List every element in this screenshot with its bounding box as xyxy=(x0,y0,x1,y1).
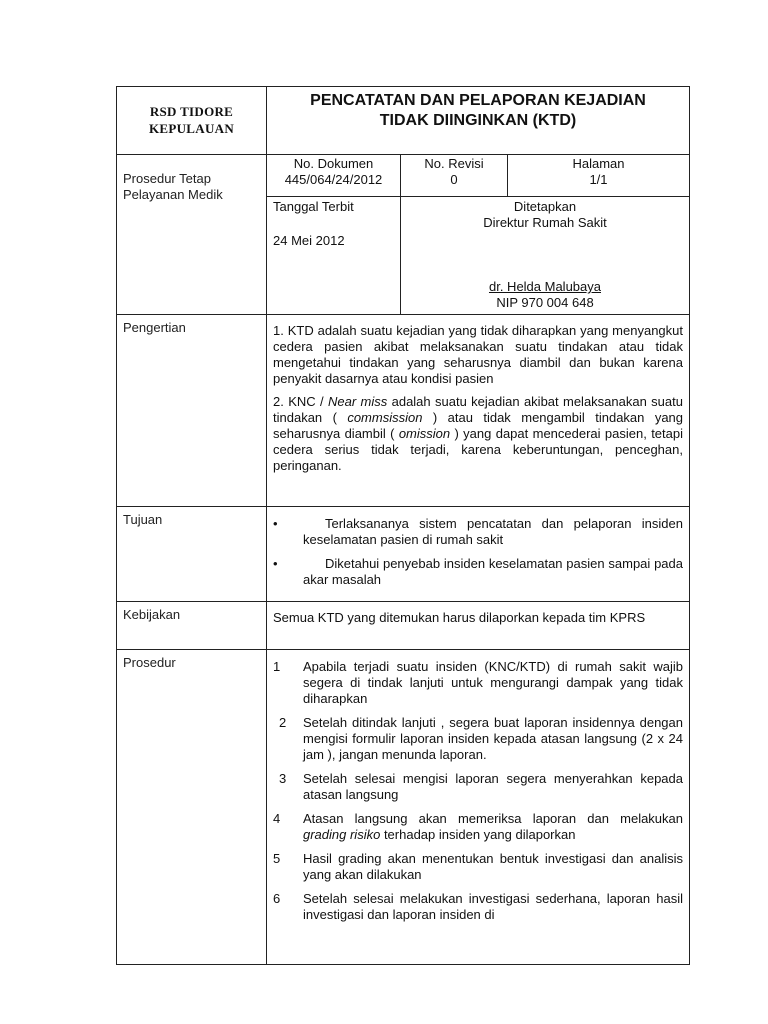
list-item: • Diketahui penyebab insiden keselamatan pasien sampai pada akar masalah xyxy=(273,556,683,587)
procedure-steps xyxy=(273,659,683,923)
section-kebijakan xyxy=(117,602,690,650)
objectives-list xyxy=(273,516,683,588)
revision-label: No. Revisi xyxy=(424,156,484,171)
section-label-pengertian: Pengertian xyxy=(117,315,267,507)
document-title-line1: PENCATATAN DAN PELAPORAN KEJADIAN xyxy=(310,92,646,109)
sop-table xyxy=(116,86,690,965)
issue-date-value: 24 Mei 2012 xyxy=(273,233,345,248)
procedure-step-6: 6 Setelah selesai melakukan investigasi sederhana, laporan hasil investigasi dan laporan insiden di xyxy=(273,891,683,922)
section-prosedur xyxy=(117,650,690,965)
approval-authority: Direktur Rumah Sakit xyxy=(483,215,607,230)
org-name-line1: RSD TIDORE xyxy=(149,104,234,119)
section-content-kebijakan xyxy=(267,602,690,650)
procedure-step-2: 2 Setelah ditindak lanjuti , segera buat laporan insidennya dengan mengisi formulir laporan insiden kepada atasan langsung (2 x 24 jam ), jangan menunda laporan. xyxy=(279,715,683,762)
definition-knc: 2. KNC / Near miss adalah suatu kejadian akibat melaksanakan suatu tindakan ( commsission ) atau tidak mengambil tindakan yang seharusnya diambil ( omission ) yang dapat mencederai pasien, tetapi cedera serius tidak terjadi, karena keberuntungan, penceghan, peringanan. xyxy=(273,394,684,473)
procedure-step-5: 5 Hasil grading akan menentukan bentuk investigasi dan analisis yang akan dilakukan xyxy=(273,851,683,882)
section-label-kebijakan: Kebijakan xyxy=(117,602,267,650)
section-label-tujuan: Tujuan xyxy=(117,507,267,602)
section-content-tujuan xyxy=(267,507,690,602)
procedure-step-4: 4 Atasan langsung akan memeriksa laporan dan melakukan grading risiko terhadap insiden yang dilaporkan xyxy=(273,811,683,842)
issue-date-cell xyxy=(267,197,401,315)
section-content-prosedur xyxy=(267,650,690,965)
section-content-pengertian xyxy=(267,315,690,507)
org-name-line2: KEPULAUAN xyxy=(148,121,235,136)
section-tujuan xyxy=(117,507,690,602)
policy-text: Semua KTD yang ditemukan harus dilaporkan kepada tim KPRS xyxy=(273,610,646,625)
section-label-prosedur: Prosedur xyxy=(117,650,267,965)
document-title-cell xyxy=(267,87,690,155)
meta-row xyxy=(117,155,690,197)
page-number-cell xyxy=(508,155,690,197)
header-row xyxy=(117,87,690,155)
organization-cell xyxy=(117,87,267,155)
procedure-step-1: 1 Apabila terjadi suatu insiden (KNC/KTD) di rumah sakit wajib segera di tindak lanjuti untuk mengurangi dampak yang tidak diharapkan xyxy=(273,659,683,706)
document-number-value: 445/064/24/2012 xyxy=(284,172,383,187)
signer-nip: NIP 970 004 648 xyxy=(496,295,594,310)
signer-name: dr. Helda Malubaya xyxy=(488,279,601,294)
procedure-type-line2: Pelayanan Medik xyxy=(123,187,223,202)
approval-cell xyxy=(401,197,690,315)
revision-cell xyxy=(401,155,508,197)
bullet-icon: • xyxy=(273,556,278,571)
document-number-label: No. Dokumen xyxy=(293,156,374,171)
approval-label: Ditetapkan xyxy=(513,199,577,214)
document-number-cell xyxy=(267,155,401,197)
list-item: • Terlaksananya sistem pencatatan dan pelaporan insiden keselamatan pasien di rumah sakit xyxy=(273,516,683,547)
issue-date-label: Tanggal Terbit xyxy=(273,199,354,214)
page-number-label: Halaman xyxy=(572,156,625,171)
definition-ktd: 1. KTD adalah suatu kejadian yang tidak diharapkan yang menyangkut cedera pasien akibat melaksanakan suatu tindakan atau tidak mengetahui tindakan yang seharusnya diambil dan bukan karena penyakit dasarnya atau kondisi pasien xyxy=(273,323,683,386)
revision-value: 0 xyxy=(450,172,458,187)
section-pengertian xyxy=(117,315,690,507)
page-number-value: 1/1 xyxy=(589,172,608,187)
procedure-type-line1: Prosedur Tetap xyxy=(123,171,211,186)
bullet-icon: • xyxy=(273,516,278,531)
document-title-line2: TIDAK DIINGINKAN (KTD) xyxy=(379,112,577,129)
procedure-type-cell xyxy=(117,155,267,315)
procedure-step-3: 3 Setelah selesai mengisi laporan segera menyerahkan kepada atasan langsung xyxy=(279,771,683,802)
